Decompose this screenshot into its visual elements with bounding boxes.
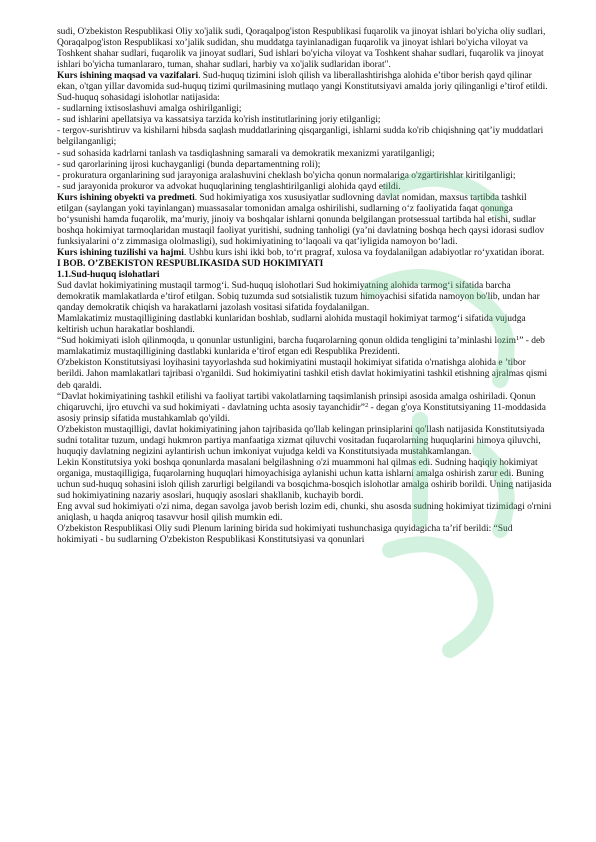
paragraph: [57, 358, 553, 391]
paragraph: [57, 314, 553, 336]
paragraph: [57, 248, 553, 259]
paragraph: [57, 458, 553, 502]
list-item: [57, 160, 553, 171]
paragraph-text: “Sud hokimiyati isloh qilinmoqda, u qonunlar ustunligini, barcha fuqarolarning qonun oldida tengligini ta’minlashi lozim: [57, 336, 516, 347]
paragraph-text: - sud sohasida kadrlarni tanlash va tasdiqlashning samarali va demokratik mexanizmi yaratilganligi;: [57, 148, 435, 159]
section-heading: 1.1.Sud-huquq islohatlari: [57, 270, 160, 281]
paragraph-text: - prokuratura organlarining sud jarayoniga aralashuvini cheklash bo'yicha qonun normalariga o'zgartirishlar kiritilganligi;: [57, 170, 516, 181]
paragraph-text: - degan g'oya Konstitutsiyaning 11-moddasida asosiy prinsip sifatida mustahkamlab qo'yildi.: [57, 402, 546, 424]
paragraph: [57, 193, 553, 248]
paragraph: [57, 281, 553, 314]
list-item: [57, 104, 553, 115]
paragraph-text: Sud davlat hokimiyatining mustaqil tarmog‘i. Sud-huquq islohotlari Sud hokimiyatning alohida tarmog‘i sifatida barcha demokratik mamlakatlarda e’tirof etilgan. Sobiq tuzumda sud sotsialistik tuzum himoyachisi sifatida namoyon bo'lib, undan har qanday demokratik chiqish va harakatlarni jazolash vositasi sifatida foydalanilgan.: [57, 281, 540, 314]
paragraph-text: Mamlakatimiz mustaqilligining dastlabki kunlaridan boshlab, sudlarni alohida mustaqil hokimiyat tarmog‘i sifatida vujudga keltirish uchun harakatlar boshlandi.: [57, 314, 526, 336]
list-item: [57, 171, 553, 182]
paragraph: [57, 392, 553, 425]
paragraph-text: - tergov-surishtiruv va kishilarni hibsda saqlash muddatlarining qisqarganligi, ishlarni sudda ko'rib chiqishning qat’iy muddatlari belgilanganligi;: [57, 126, 544, 148]
section-lead: Kurs ishining maqsad va vazifalari: [57, 71, 199, 82]
paragraph-text: Eng avval sud hokimiyati o'zi nima, degan savolga javob berish lozim edi, chunki, shu asosda sudning hokimiyat tizimidagi o'rnini aniqlash, u haqda aniqroq tasavvur hosil qilish mumkin edi.: [57, 502, 552, 524]
paragraph-text: O'zbekiston Respublikasi Oliy sudi Plenum larining birida sud hokimiyati tushunchasiga quyidagicha ta’rif berildi: “Sud hokimiyati - bu sudlarning O'zbekiston Respublikasi Konstitutsiyasi va qonunlari: [57, 524, 513, 546]
paragraph-text: ” - deb mamlakatimiz mustaqilligining dastlabki kunlarida e’tirof etgan edi Respublika Prezidenti.: [57, 336, 545, 358]
paragraph-text: sudi, O'zbekiston Respublikasi Oliy xo'jalik sudi, Qoraqalpog'iston Respublikasi fuqarolik va jinoyat ishlari bo'yicha oliy sudlari, Qoraqalpog'iston Respublikasi xo’jalik sudidan, shu muddatga tayinlanadigan fuqarolik va jinoyat ishlari bo'yicha viloyat va Toshkent shahar sudlari, fuqarolik va jinoyat sudlari, Sud ishlari bo'yicha viloyat va Toshkent shahar sudlari, fuqarolik va jinoyat ishlari bo'yicha tumanlararo, tuman, shahar sudlari, harbiy va xo'jalik sudlaridan iborat".: [57, 27, 546, 71]
footnote-ref: 1: [515, 335, 520, 343]
list-item: [57, 115, 553, 126]
paragraph-text: . Sud-huquq tizimini isloh qilish va liberallashtirishga alohida e’tibor berish qayd qilinar ekan, o'tgan yillar davomida sud-huquq tizimi qurilmasining mutlaqo yangi Konstitutsiyavi amalda joriy qilinganligi e’tirof etildi. Sud-huquq sohasidagi islohotlar natijasida:: [57, 71, 548, 104]
paragraph-text: “Davlat hokimiyatining tashkil etilishi va faoliyat tartibi vakolatlarning taqsimlanish prinsipi asosida amalga oshiriladi. Qonun chiqaruvchi, ijro etuvchi va sud hokimiyati - davlatning uchta asosiy tayanchidir”: [57, 391, 536, 413]
list-item: [57, 126, 553, 148]
watermark-stroke: [390, 544, 486, 650]
paragraph: [57, 27, 553, 71]
paragraph-text: O'zbekiston mustaqilligi, davlat hokimiyatining jahon tajribasida qo'llab kelingan prinsiplarini qo'llash natijasida Konstitutsiyada sudni totalitar tuzum, undagi hukmron partiya manfaatiga xizmat qiluvchi vositadan fuqarolarning huquqlarini himoya qiluvchi, huquqiy davlatning negizini aylantirish uchun imkoniyat vujudga keldi va Konstitutsiyada mustahkamlangan.: [57, 424, 545, 457]
paragraph: [57, 502, 553, 524]
section-lead: Kurs ishining obyekti va predmeti: [57, 192, 195, 203]
paragraph-text: O'zbekiston Konstitutsiyasi loyihasini tayyorlashda sud hokimiyatini mustaqil hokimiyat sifatida o'rnatishga alohida e ’tibor berildi. Jahon mamlakatlari tajribasi o'rganildi. Sud hokimiyatini tashkil etish davlat hokimiyatini tashkil etishning ajralmas qismi deb qaraldi.: [57, 358, 548, 391]
paragraph: [57, 71, 553, 104]
paragraph-text: - sudlarning ixtisoslashuvi amalga oshirilganligi;: [57, 104, 242, 115]
list-item: [57, 182, 553, 193]
paragraph-text: . Ushbu kurs ishi ikki bob, to‘rt pragraf, xulosa va foydalanilgan adabiyotlar ro‘yxatidan iborat.: [183, 247, 545, 258]
paragraph-text: - sud ishlarini apellatsiya va kassatsiya tarzida ko'rish institutlarining joriy etilganligi;: [57, 115, 381, 126]
paragraph-text: Lekin Konstitutsiya yoki boshqa qonunlarda masalani belgilashning o'zi muammoni hal qilmas edi. Sudning haqiqiy hokimiyat organiga, mustaqilligiga, fuqarolarning huquqlari himoyachisiga aylanishi uchun katta ishlarni amalga oshirish zarur edi. Buning uchun sud-huquq sohasini isloh qilish zarurligi belgilandi va bosqichma-bosqich islohotlar amalga oshirib borildi. Uning natijasida sud hokimiyatining nazariy asoslari, huquqiy asoslari shakllanib, kuchayib bordi.: [57, 457, 552, 501]
document-body: [57, 27, 553, 546]
paragraph: [57, 524, 553, 546]
list-item: [57, 149, 553, 160]
paragraph-text: - sud qarorlarining ijrosi kuchayganligi (bunda departamentning roli);: [57, 159, 321, 170]
paragraph: [57, 336, 553, 358]
paragraph: [57, 425, 553, 458]
chapter-heading: I BOB. O’ZBEKISTON RESPUBLIKASIDA SUD HOKIMIYATI: [57, 258, 324, 269]
section-lead: Kurs ishining tuzilishi va hajmi: [57, 247, 184, 258]
paragraph-text: - sud jarayonida prokuror va advokat huquqlarining tenglashtirilganligi alohida qayd etildi.: [57, 181, 401, 192]
footnote-ref: 2: [364, 401, 369, 409]
paragraph-text: . Sud hokimiyatiga xos xususiyatlar sudlovning davlat nomidan, maxsus tartibda tashkil etilgan (saylangan yoki tayinlangan) muassasalar tomonidan amalga oshirilishi, sudlarning o‘z faoliyatida faqat qonunga bo‘ysunishi hamda fuqarolik, ma’muriy, jinoiy va boshqalar ishlarni qonunda belgilangan protsessual tartibda hal etishi, sudlar boshqa hokimiyat tarmoqlaridan mustaqil faoliyat yuritishi, sudning tanholigi (ya’ni davlatning boshqa hech qaysi idorasi sudlov funksiyalarini o‘z zimmasiga ololmasligi), sud hokimiyatining to‘laqoali va qat’iyligida namoyon bo‘ladi.: [57, 192, 545, 247]
